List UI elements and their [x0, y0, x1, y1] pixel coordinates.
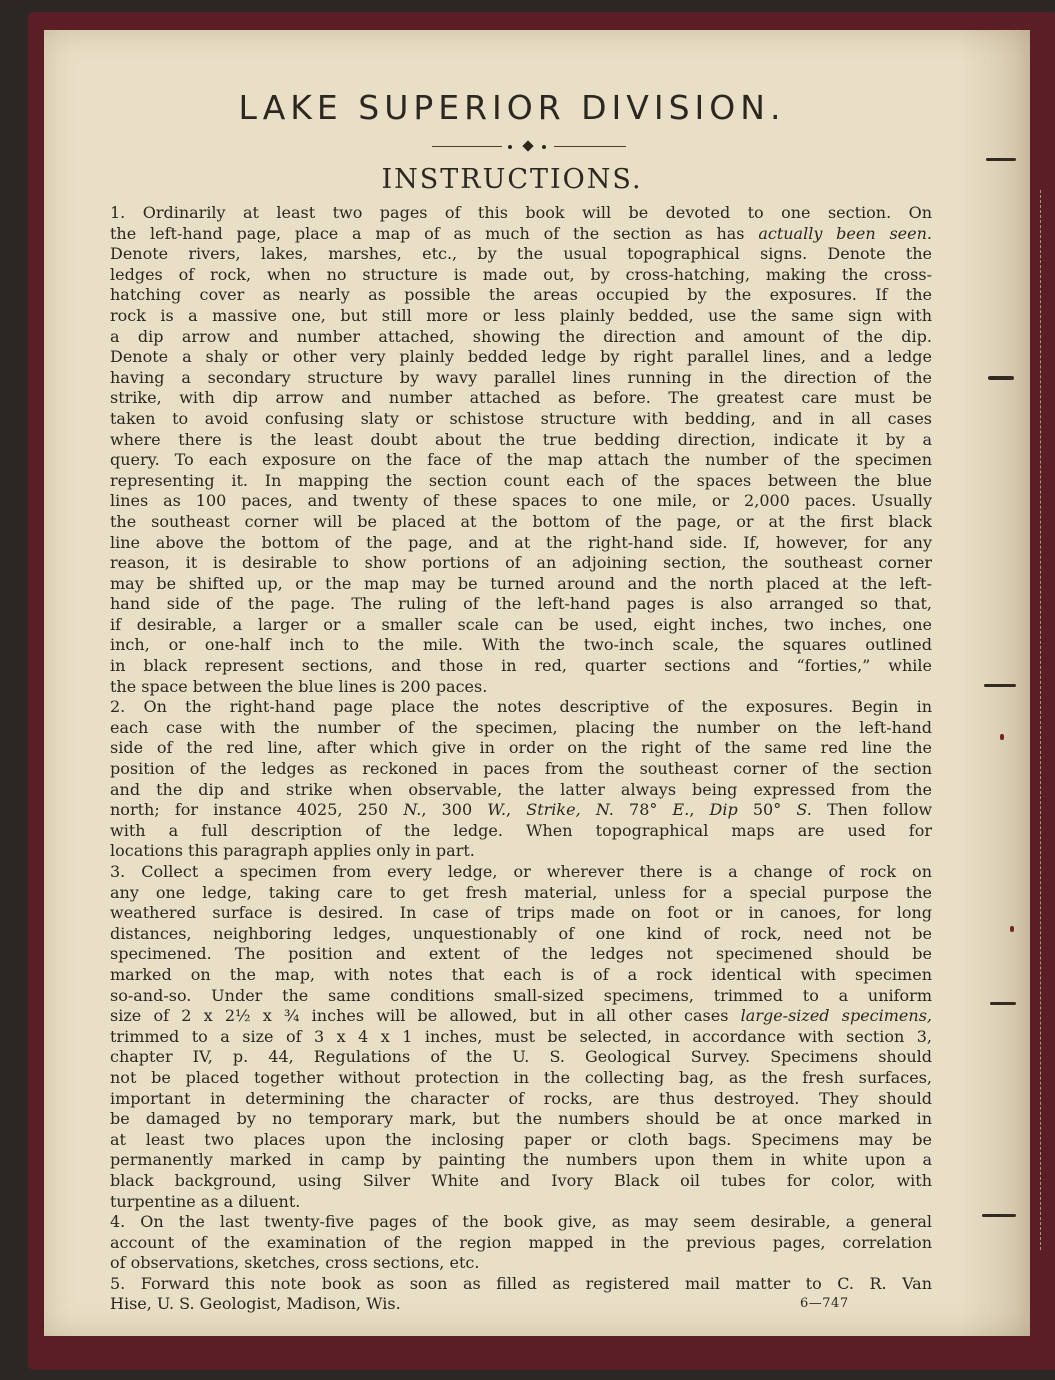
text-line: rock is a massive one, but still more or less plainly bedded, use the same sign with	[110, 305, 932, 325]
text-line: black background, using Silver White and Ivory Black oil tubes for color, with	[110, 1170, 932, 1190]
text-line: each case with the number of the specimen, placing the number on the left-hand	[110, 717, 932, 737]
text-line: at least two places upon the inclosing paper or cloth bags. Specimens may be	[110, 1129, 932, 1149]
text-line: representing it. In mapping the section count each of the spaces between the blue	[110, 470, 932, 490]
text-line: hand side of the page. The ruling of the left-hand pages is also arranged so that,	[110, 594, 932, 614]
text-line: a dip arrow and number attached, showing the direction and amount of the dip.	[110, 326, 932, 346]
text-line: the left-hand page, place a map of as much of the section as has actually been seen.	[110, 223, 932, 243]
text-line: 4. On the last twenty-five pages of the book give, as may seem desirable, a general	[110, 1212, 932, 1232]
text-line: ledges of rock, when no structure is made out, by cross-hatching, making the cross-	[110, 264, 932, 284]
text-line: permanently marked in camp by painting the numbers upon them in white upon a	[110, 1150, 932, 1170]
text-line: hatching cover as nearly as possible the areas occupied by the exposures. If the	[110, 285, 932, 305]
text-line: 2. On the right-hand page place the notes descriptive of the exposures. Begin in	[110, 697, 932, 717]
text-line: inch, or one-half inch to the mile. With the two-inch scale, the squares outlined	[110, 635, 932, 655]
text-line: marked on the map, with notes that each is of a rock identical with specimen	[110, 964, 932, 984]
division-title: LAKE SUPERIOR DIVISION.	[238, 88, 786, 127]
text-line: with a full description of the ledge. When topographical maps are used for	[110, 820, 932, 840]
page-number: 6—747	[800, 1296, 849, 1312]
text-line: important in determining the character of rocks, are thus destroyed. They should	[110, 1088, 932, 1108]
text-line: if desirable, a larger or a smaller scale can be used, eight inches, two inches, one	[110, 614, 932, 634]
ornament-rule	[432, 140, 626, 154]
instructions-body	[110, 203, 932, 1315]
binding-gutter	[1040, 190, 1043, 1250]
text-line: not be placed together without protection in the collecting bag, as the fresh surfaces,	[110, 1067, 932, 1087]
text-line: be damaged by no temporary mark, but the numbers should be at once marked in	[110, 1109, 932, 1129]
text-line: of observations, sketches, cross sections, etc.	[110, 1253, 480, 1273]
text-line: side of the red line, after which give in order on the right of the same red line the	[110, 738, 932, 758]
text-line: Hise, U. S. Geologist, Madison, Wis. 6—747	[110, 1294, 849, 1314]
text-line: lines as 100 paces, and twenty of these spaces to one mile, or 2,000 paces. Usually	[110, 491, 932, 511]
text-line: position of the ledges as reckoned in paces from the southeast corner of the section	[110, 759, 932, 779]
text-line: specimened. The position and extent of the ledges not specimened should be	[110, 944, 932, 964]
text-line: chapter IV, p. 44, Regulations of the U. S. Geological Survey. Specimens should	[110, 1047, 932, 1067]
text-line: Denote rivers, lakes, marshes, etc., by the usual topographical signs. Denote the	[110, 244, 932, 264]
text-line: 3. Collect a specimen from every ledge, or wherever there is a change of rock on	[110, 862, 932, 881]
text-line: where there is the least doubt about the true bedding direction, indicate it by a	[110, 429, 932, 449]
text-line: query. To each exposure on the face of the map attach the number of the specimen	[110, 450, 932, 470]
text-line: line above the bottom of the page, and at the right-hand side. If, however, for any	[110, 532, 932, 552]
text-line: turpentine as a diluent.	[110, 1191, 301, 1211]
text-line: account of the examination of the region mapped in the previous pages, correlation	[110, 1232, 932, 1252]
text-line: Denote a shaly or other very plainly bedded ledge by right parallel lines, and a ledge	[110, 347, 932, 367]
text-line: locations this paragraph applies only in part.	[110, 841, 475, 861]
instructions-heading: INSTRUCTIONS.	[381, 164, 643, 195]
text-line: distances, neighboring ledges, unquestionably of one kind of rock, need not be	[110, 923, 932, 943]
text-line: and the dip and strike when observable, the latter always being expressed from the	[110, 779, 932, 799]
text-line: north; for instance 4025, 250 N., 300 W., Strike, N. 78° E., Dip 50° S. Then follow	[110, 800, 933, 820]
text-line: may be shifted up, or the map may be turned around and the north placed at the left-	[110, 573, 932, 593]
binding-thread	[986, 158, 1016, 161]
text-line: trimmed to a size of 3 x 4 x 1 inches, must be selected, in accordance with section 3,	[110, 1026, 932, 1046]
text-line: 1. Ordinarily at least two pages of this book will be devoted to one section. On	[110, 203, 932, 222]
text-line: the southeast corner will be placed at the bottom of the page, or at the first black	[110, 511, 932, 531]
text-line: weathered surface is desired. In case of trips made on foot or in canoes, for long	[110, 903, 932, 923]
text-line: reason, it is desirable to show portions of an adjoining section, the southeast corner	[110, 553, 932, 573]
text-line: size of 2 x 2½ x ¾ inches will be allowed, but in all other cases large-sized specimens,	[110, 1006, 932, 1026]
binding-thread	[984, 684, 1016, 687]
text-line: 5. Forward this note book as soon as filled as registered mail matter to C. R. Van	[110, 1273, 932, 1293]
text-line: taken to avoid confusing slaty or schistose structure with bedding, and in all cases	[110, 408, 932, 428]
binding-thread	[988, 376, 1014, 380]
text-line: in black represent sections, and those in red, quarter sections and “forties,” while	[110, 656, 932, 676]
binding-thread	[990, 1002, 1016, 1005]
text-line: having a secondary structure by wavy parallel lines running in the direction of the	[110, 367, 932, 387]
text-line: so-and-so. Under the same conditions small-sized specimens, trimmed to a uniform	[110, 985, 932, 1005]
binding-thread	[1000, 734, 1004, 740]
binding-thread	[1010, 926, 1014, 932]
text-line: any one ledge, taking care to get fresh material, unless for a special purpose the	[110, 882, 932, 902]
text-line: strike, with dip arrow and number attached as before. The greatest care must be	[110, 388, 932, 408]
binding-thread	[982, 1214, 1016, 1217]
text-line: the space between the blue lines is 200 paces.	[110, 676, 488, 696]
